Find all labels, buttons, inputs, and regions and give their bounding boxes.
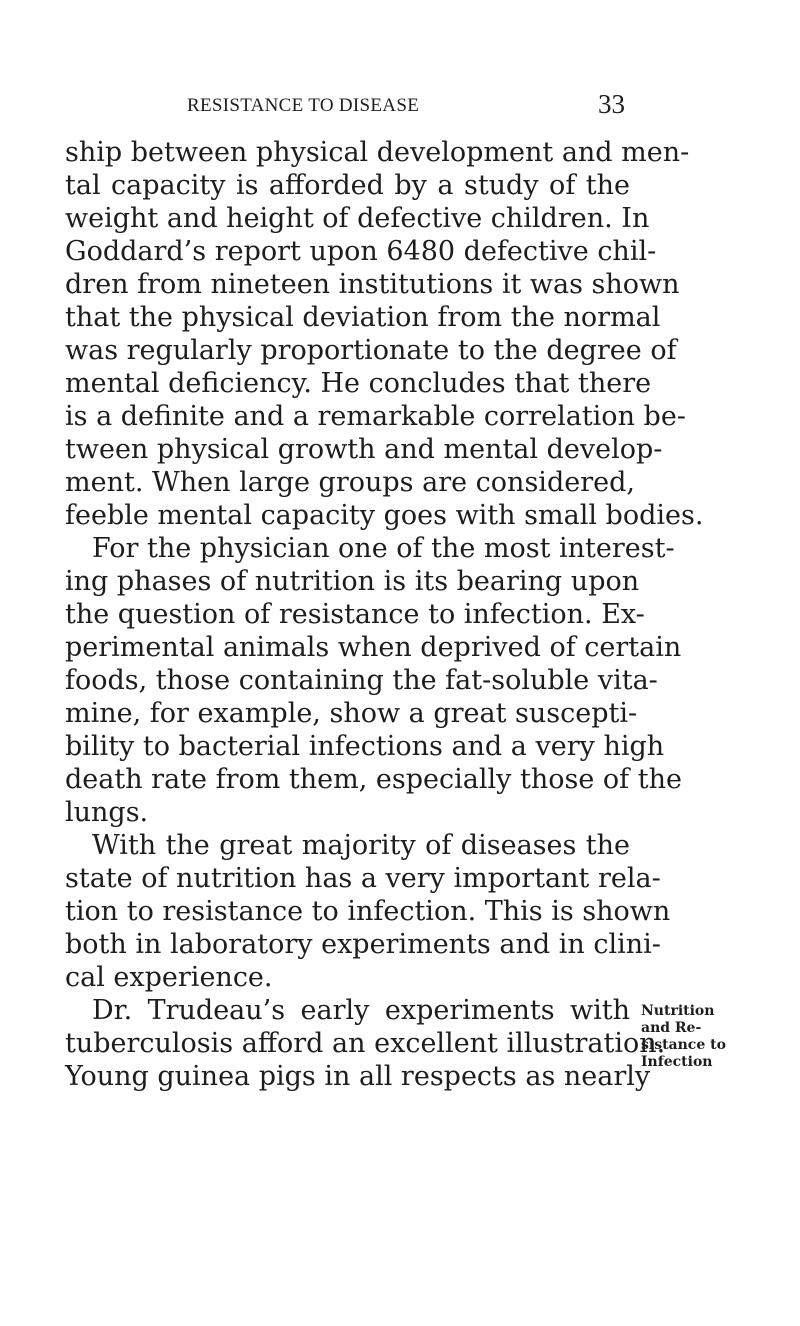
text-line: mine, for example, show a great suscepti- [65, 698, 638, 729]
text-line: Goddard’s report upon 6480 defective chil- [65, 236, 657, 267]
text-line: state of nutrition has a very important rela- [65, 863, 661, 894]
margin-note-line: and Re- [641, 1020, 702, 1036]
text-line: ship between physical development and men- [65, 137, 690, 168]
margin-note-line: Nutrition [641, 1003, 715, 1019]
text-line: With the great majority of diseases the [92, 830, 630, 861]
text-line: foods, those containing the fat-soluble vita- [65, 665, 658, 696]
text-line: mental deficiency. He concludes that there [65, 368, 652, 399]
text-line: death rate from them, especially those of the [65, 764, 682, 795]
text-line: the question of resistance to infection. Ex- [65, 599, 645, 630]
text-line: lungs. [65, 797, 149, 828]
text-line: tion to resistance to infection. This is shown [65, 896, 671, 927]
margin-note [641, 1003, 800, 1071]
page-number: 33 [598, 89, 625, 119]
text-line: tal capacity is afforded by a study of the [65, 170, 630, 201]
text-line: tween physical growth and mental develop- [65, 434, 663, 465]
text-line: cal experience. [65, 962, 273, 993]
text-line: ment. When large groups are considered, [65, 467, 635, 498]
margin-note-line: Infection [641, 1054, 713, 1070]
text-line: that the physical deviation from the normal [65, 302, 661, 333]
page-header [175, 91, 625, 121]
text-line: perimental animals when deprived of certain [65, 632, 682, 663]
text-line: was regularly proportionate to the degree of [65, 335, 677, 366]
text-line: both in laboratory experiments and in clini- [65, 929, 661, 960]
text-line: weight and height of defective children. In [65, 203, 650, 234]
text-line: Dr. Trudeau’s early experiments with [92, 995, 630, 1026]
text-line: ing phases of nutrition is its bearing upon [65, 566, 640, 597]
text-line: Young guinea pigs in all respects as nearly [65, 1061, 651, 1092]
text-line: tuberculosis afford an excellent illustration. [65, 1028, 666, 1059]
text-line: bility to bacterial infections and a very high [65, 731, 665, 762]
running-head: RESISTANCE TO DISEASE [187, 95, 420, 116]
text-line: For the physician one of the most interest- [92, 533, 675, 564]
margin-note-line: sistance to [641, 1037, 726, 1053]
text-line: is a definite and a remarkable correlation be- [65, 401, 686, 432]
text-line: dren from nineteen institutions it was shown [65, 269, 680, 300]
text-line: feeble mental capacity goes with small bodies. [65, 500, 704, 531]
